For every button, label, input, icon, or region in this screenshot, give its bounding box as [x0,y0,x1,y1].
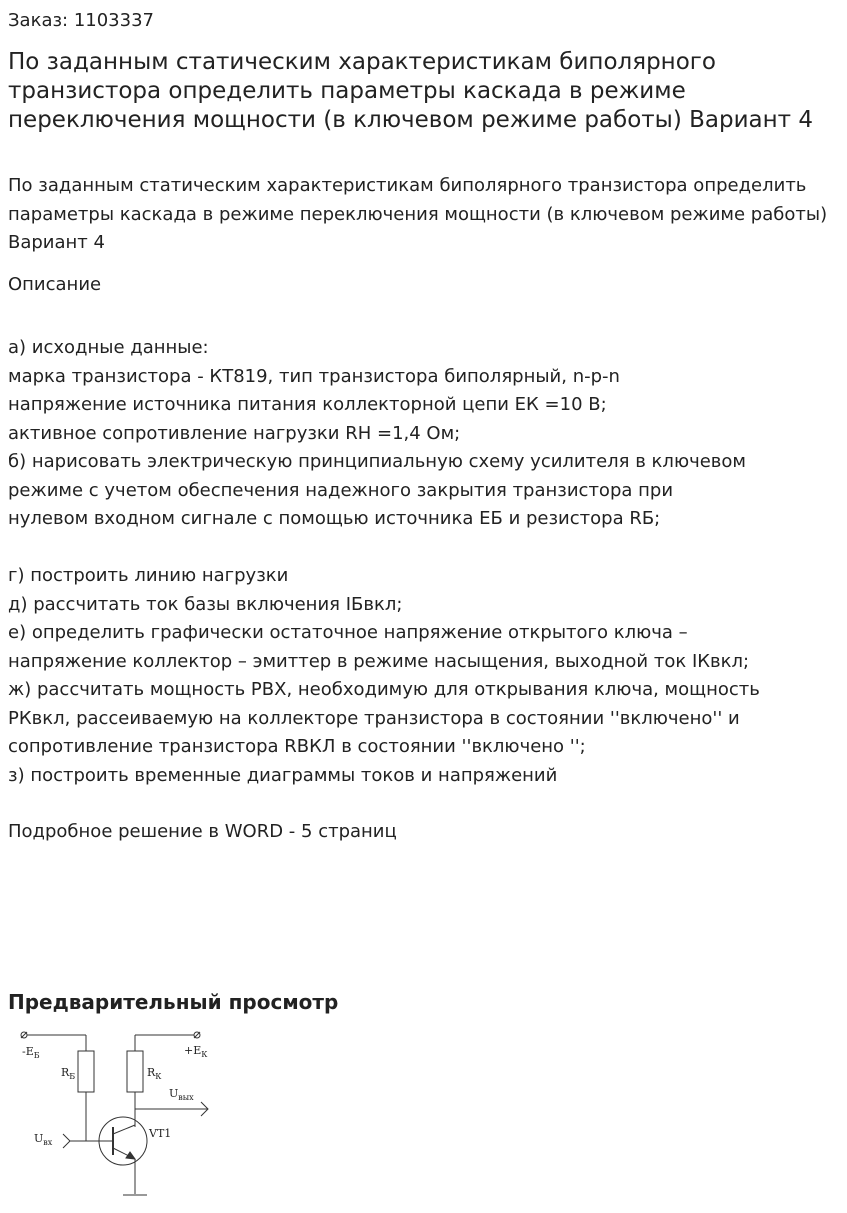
preview-heading: Предварительный просмотр [8,990,339,1014]
description-line: е) определить графически остаточное напряжение открытого ключа – [8,622,688,643]
solution-note: Подробное решение в WORD - 5 страниц [8,821,397,842]
description-line: режиме с учетом обеспечения надежного закрытия транзистора при [8,479,674,501]
rk-label: $R_К$ [147,1066,162,1081]
transistor-label: VT1 [149,1127,172,1140]
order-number: Заказ: 1103337 [8,10,154,31]
description-line: РКвкл, рассеиваемую на коллекторе транзистора в состоянии ''включено'' и [8,707,740,729]
description-line: сопротивление транзистора RВКЛ в состоянии ''включено ''; [8,736,586,757]
resistor-rk-icon [127,1051,143,1092]
description-line: марка транзистора - КТ819, тип транзистора биполярный, n-p-n [8,365,620,387]
page-title: По заданным статическим характеристикам биполярного транзистора определить параметры каскада в режиме переключения мощности (в ключевом режиме работы) Вариант 4 [8,49,813,133]
description-line: г) построить линию нагрузки [8,565,289,586]
description-line: активное сопротивление нагрузки RН =1,4 Ом; [8,422,461,444]
description-line: напряжение источника питания коллекторной цепи ЕК =10 В; [8,394,607,415]
description-line: з) построить временные диаграммы токов и напряжений [8,764,558,786]
description-line: напряжение коллектор – эмиттер в режиме насыщения, выходной ток IКвкл; [8,650,750,672]
description-line [8,534,843,563]
description-heading: Описание [8,274,102,295]
description-line: а) исходные данные: [8,337,209,358]
uin-label: $U_{вх}$ [34,1132,53,1147]
description-line: б) нарисовать электрическую принципиальную схему усилителя в ключевом [8,451,746,472]
neg-source-label: $-E_Б$ [22,1045,40,1060]
description-line: нулевом входном сигнале с помощью источника ЕБ и резистора RБ; [8,508,661,529]
description-line: ж) рассчитать мощность РВХ, необходимую для открывания ключа, мощность [8,679,760,700]
description-body [8,334,843,790]
resistor-rb-icon [78,1051,94,1092]
schematic-preview [14,1024,224,1204]
description-line: д) рассчитать ток базы включения IБвкл; [8,593,403,615]
pos-source-label: $+E_К$ [184,1044,208,1059]
intro-text: По заданным статическим характеристикам биполярного транзистора определить параметры каскада в режиме переключения мощности (в ключевом режиме работы) Вариант 4 [8,175,828,253]
rb-label: $R_Б$ [61,1066,76,1081]
uout-label: $U_{вых}$ [169,1087,194,1102]
input-arrow-icon [63,1134,70,1148]
